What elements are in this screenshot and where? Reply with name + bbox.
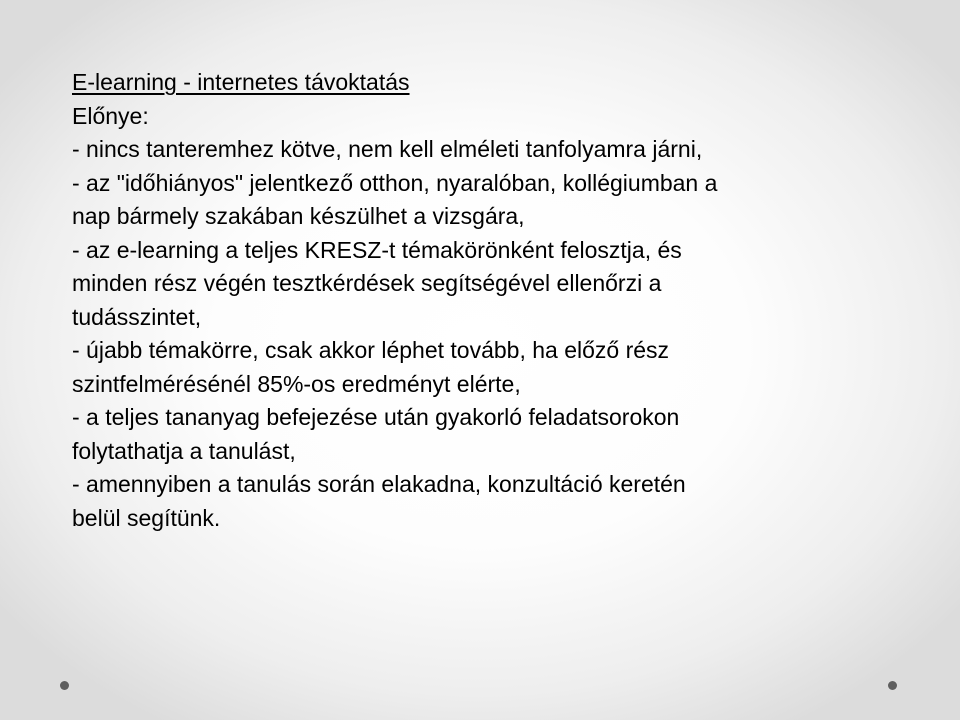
text-line: minden rész végén tesztkérdések segítségével ellenőrzi a [72,270,662,296]
text-line: nap bármely szakában készülhet a vizsgára, [72,203,525,229]
text-line: tudásszintet, [72,303,202,330]
text-line: folytathatja a tanulást, [72,437,296,464]
text-line: - az e-learning a teljes KRESZ-t témakörönként felosztja, és [72,236,682,263]
text-line: - az "időhiányos" jelentkező otthon, nyaralóban, kollégiumban a [72,169,718,196]
slide-title-line [72,66,912,100]
text-line: - amennyiben a tanulás során elakadna, konzultáció keretén [72,471,686,497]
decorative-dot-left [60,681,69,690]
text-line: - nincs tanteremhez kötve, nem kell elméleti tanfolyamra járni, [72,136,703,162]
slide-title: E-learning - internetes távoktatás [72,69,410,95]
text-line: belül segítünk. [72,504,221,531]
text-line: - a teljes tananyag befejezése után gyakorló feladatsorokon [72,404,680,430]
text-line: - újabb témakörre, csak akkor léphet tovább, ha előző rész [72,337,670,363]
text-line: Előnye: [72,102,149,129]
text-line: szintfelmérésénél 85%-os eredményt elérte, [72,370,521,397]
slide-content [72,66,912,535]
decorative-dot-right [888,681,897,690]
